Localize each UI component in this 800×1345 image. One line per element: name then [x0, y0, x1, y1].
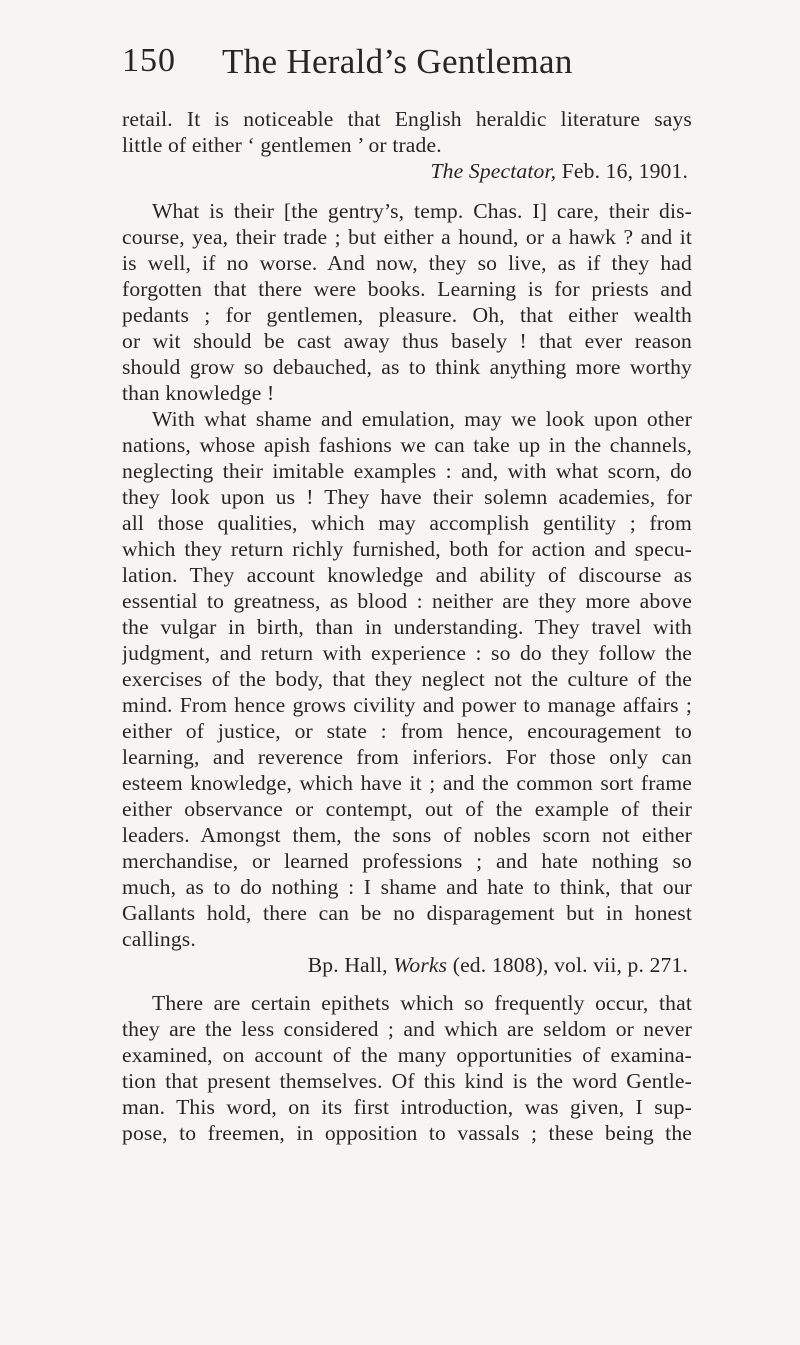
- citation-source: The Spectator,: [430, 159, 557, 183]
- text-line: esteem knowledge, which have it ; and the common sort frame: [122, 771, 692, 795]
- citation-spectator: [122, 158, 692, 184]
- text-line: the vulgar in birth, than in understanding. They travel with: [122, 615, 692, 639]
- text-line: should grow so debauched, as to think anything more worthy: [122, 355, 692, 379]
- page-number: 150: [122, 42, 176, 79]
- citation-detail: Feb. 16, 1901.: [561, 159, 688, 183]
- text-line: There are certain epithets which so frequently occur, that: [152, 991, 692, 1015]
- text-line: than knowledge !: [122, 381, 275, 405]
- text-line: tion that present themselves. Of this kind is the word Gentle-: [122, 1069, 692, 1093]
- paragraph-gap: [122, 978, 692, 990]
- text-line: little of either ‘ gentlemen ’ or trade.: [122, 133, 442, 157]
- text-line: they are the less considered ; and which are seldom or never: [122, 1017, 692, 1041]
- text-line: which they return richly furnished, both for action and specu-: [122, 537, 692, 561]
- text-line: With what shame and emulation, may we look upon other: [152, 407, 692, 431]
- text-line: neglecting their imitable examples : and, with what scorn, do: [122, 459, 692, 483]
- text-line: either of justice, or state : from hence, encouragement to: [122, 719, 692, 743]
- text-line: callings.: [122, 927, 196, 951]
- text-line: pose, to freemen, in opposition to vassals ; these being the: [122, 1121, 692, 1145]
- citation-work: Works: [393, 953, 448, 977]
- text-line: lation. They account knowledge and ability of discourse as: [122, 563, 692, 587]
- text-line: merchandise, or learned professions ; and hate nothing so: [122, 849, 692, 873]
- text-line: man. This word, on its first introduction, was given, I sup-: [122, 1095, 692, 1119]
- text-line: mind. From hence grows civility and power to manage affairs ;: [122, 693, 692, 717]
- text-line: examined, on account of the many opportunities of examina-: [122, 1043, 692, 1067]
- text-line: forgotten that there were books. Learning is for priests and: [122, 277, 692, 301]
- text-line: course, yea, their trade ; but either a hound, or a hawk ? and it: [122, 225, 692, 249]
- paragraph-gap: [122, 184, 692, 198]
- text-line: pedants ; for gentlemen, pleasure. Oh, that either wealth: [122, 303, 692, 327]
- text-line: What is their [the gentry’s, temp. Chas. I] care, their dis-: [152, 199, 692, 223]
- citation-author: Bp. Hall,: [307, 953, 388, 977]
- text-line: Gallants hold, there can be no disparagement but in honest: [122, 901, 692, 925]
- citation-detail: (ed. 1808), vol. vii, p. 271.: [452, 953, 688, 977]
- text-line: retail. It is noticeable that English heraldic literature says: [122, 107, 692, 131]
- running-title: The Herald’s Gentleman: [222, 42, 573, 81]
- text-line: much, as to do nothing : I shame and hate to think, that our: [122, 875, 692, 899]
- text-line: judgment, and return with experience : so do they follow the: [122, 641, 692, 665]
- page-header: [122, 42, 692, 92]
- text-line: all those qualities, which may accomplish gentility ; from: [122, 511, 692, 535]
- text-line: is well, if no worse. And now, they so live, as if they had: [122, 251, 692, 275]
- text-line: leaders. Amongst them, the sons of nobles scorn not either: [122, 823, 692, 847]
- text-line: either observance or contempt, out of the example of their: [122, 797, 692, 821]
- text-line: essential to greatness, as blood : neither are they more above: [122, 589, 692, 613]
- text-line: or wit should be cast away thus basely ! that ever reason: [122, 329, 692, 353]
- text-line: learning, and reverence from inferiors. For those only can: [122, 745, 692, 769]
- text-line: they look upon us ! They have their solemn academies, for: [122, 485, 692, 509]
- text-line: exercises of the body, that they neglect not the culture of the: [122, 667, 692, 691]
- citation-hall: [122, 952, 692, 978]
- text-line: nations, whose apish fashions we can take up in the channels,: [122, 433, 692, 457]
- page-body: [122, 106, 692, 1146]
